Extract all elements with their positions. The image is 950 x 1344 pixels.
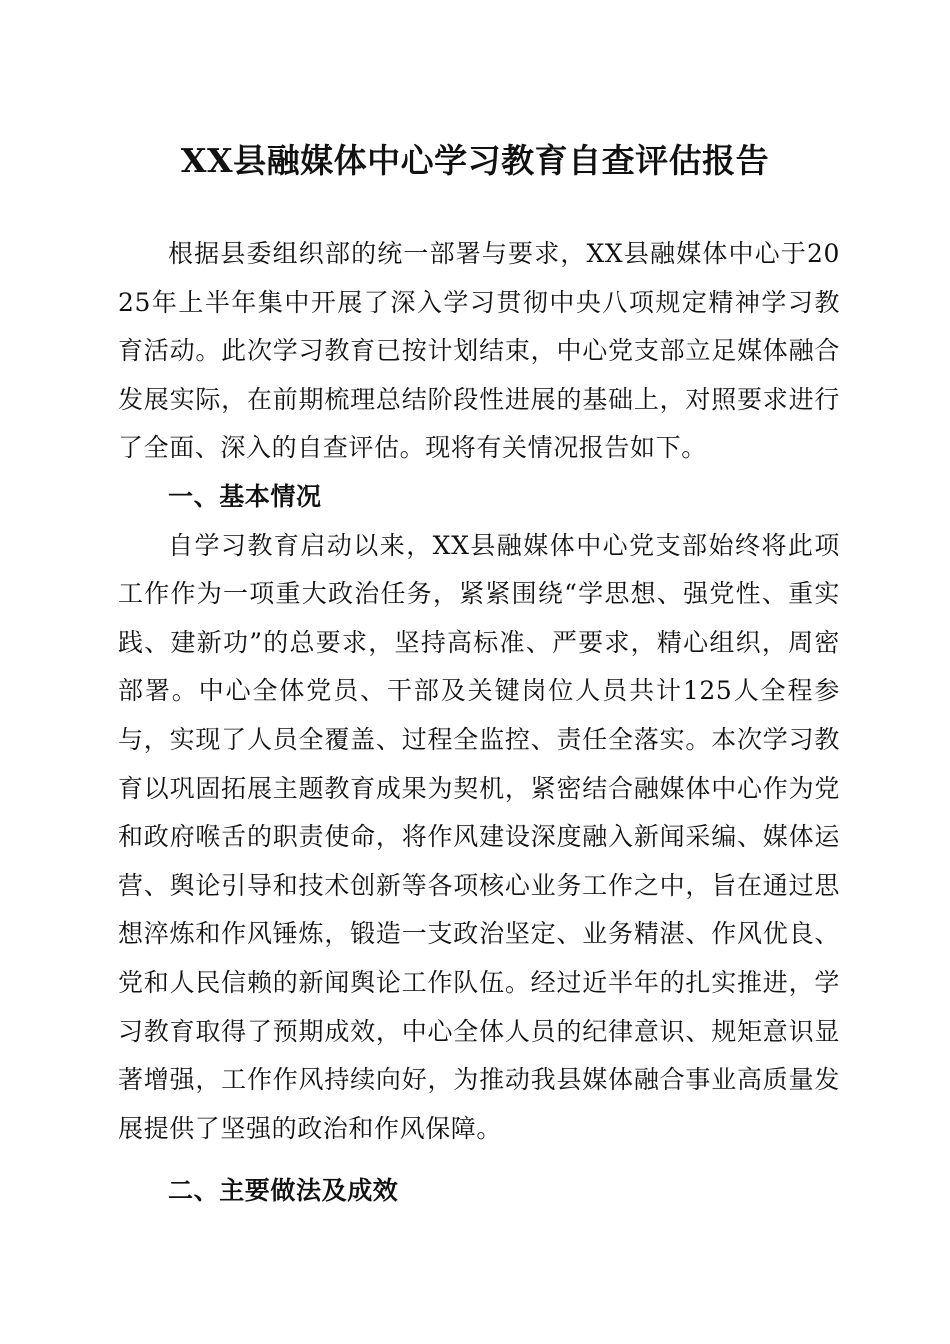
- intro-paragraph: 根据县委组织部的统一部署与要求，XX县融媒体中心于2025年上半年集中开展了深入学习贯彻中央八项规定精神学习教育活动。此次学习教育已按计划结束，中心党支部立足媒体融合发展实际，在前期梳理总结阶段性进展的基础上，对照要求进行了全面、深入的自查评估。现将有关情况报告如下。: [118, 239, 840, 463]
- section-heading-practices: 二、主要做法及成效: [168, 1176, 399, 1206]
- document-body: [118, 230, 840, 1216]
- section-heading-basic: 一、基本情况: [168, 481, 322, 511]
- section-spacer: [118, 1153, 840, 1167]
- document-title: XX县融媒体中心学习教育自查评估报告: [180, 141, 770, 180]
- section-paragraph-basic: 自学习教育启动以来，XX县融媒体中心党支部始终将此项工作作为一项重大政治任务，紧紧围绕“学思想、强党性、重实践、建新功”的总要求，坚持高标准、严要求，精心组织，周密部署。中心全体党员、干部及关键岗位人员共计125人全程参与，实现了人员全覆盖、过程全监控、责任全落实。本次学习教育以巩固拓展主题教育成果为契机，紧密结合融媒体中心作为党和政府喉舌的职责使命，将作风建设深度融入新闻采编、媒体运营、舆论引导和技术创新等各项核心业务工作之中，旨在通过思想淬炼和作风锤炼，锻造一支政治坚定、业务精湛、作风优良、党和人民信赖的新闻舆论工作队伍。经过近半年的扎实推进，学习教育取得了预期成效，中心全体人员的纪律意识、规矩意识显著增强，工作作风持续向好，为推动我县媒体融合事业高质量发展提供了坚强的政治和作风保障。: [118, 530, 840, 1143]
